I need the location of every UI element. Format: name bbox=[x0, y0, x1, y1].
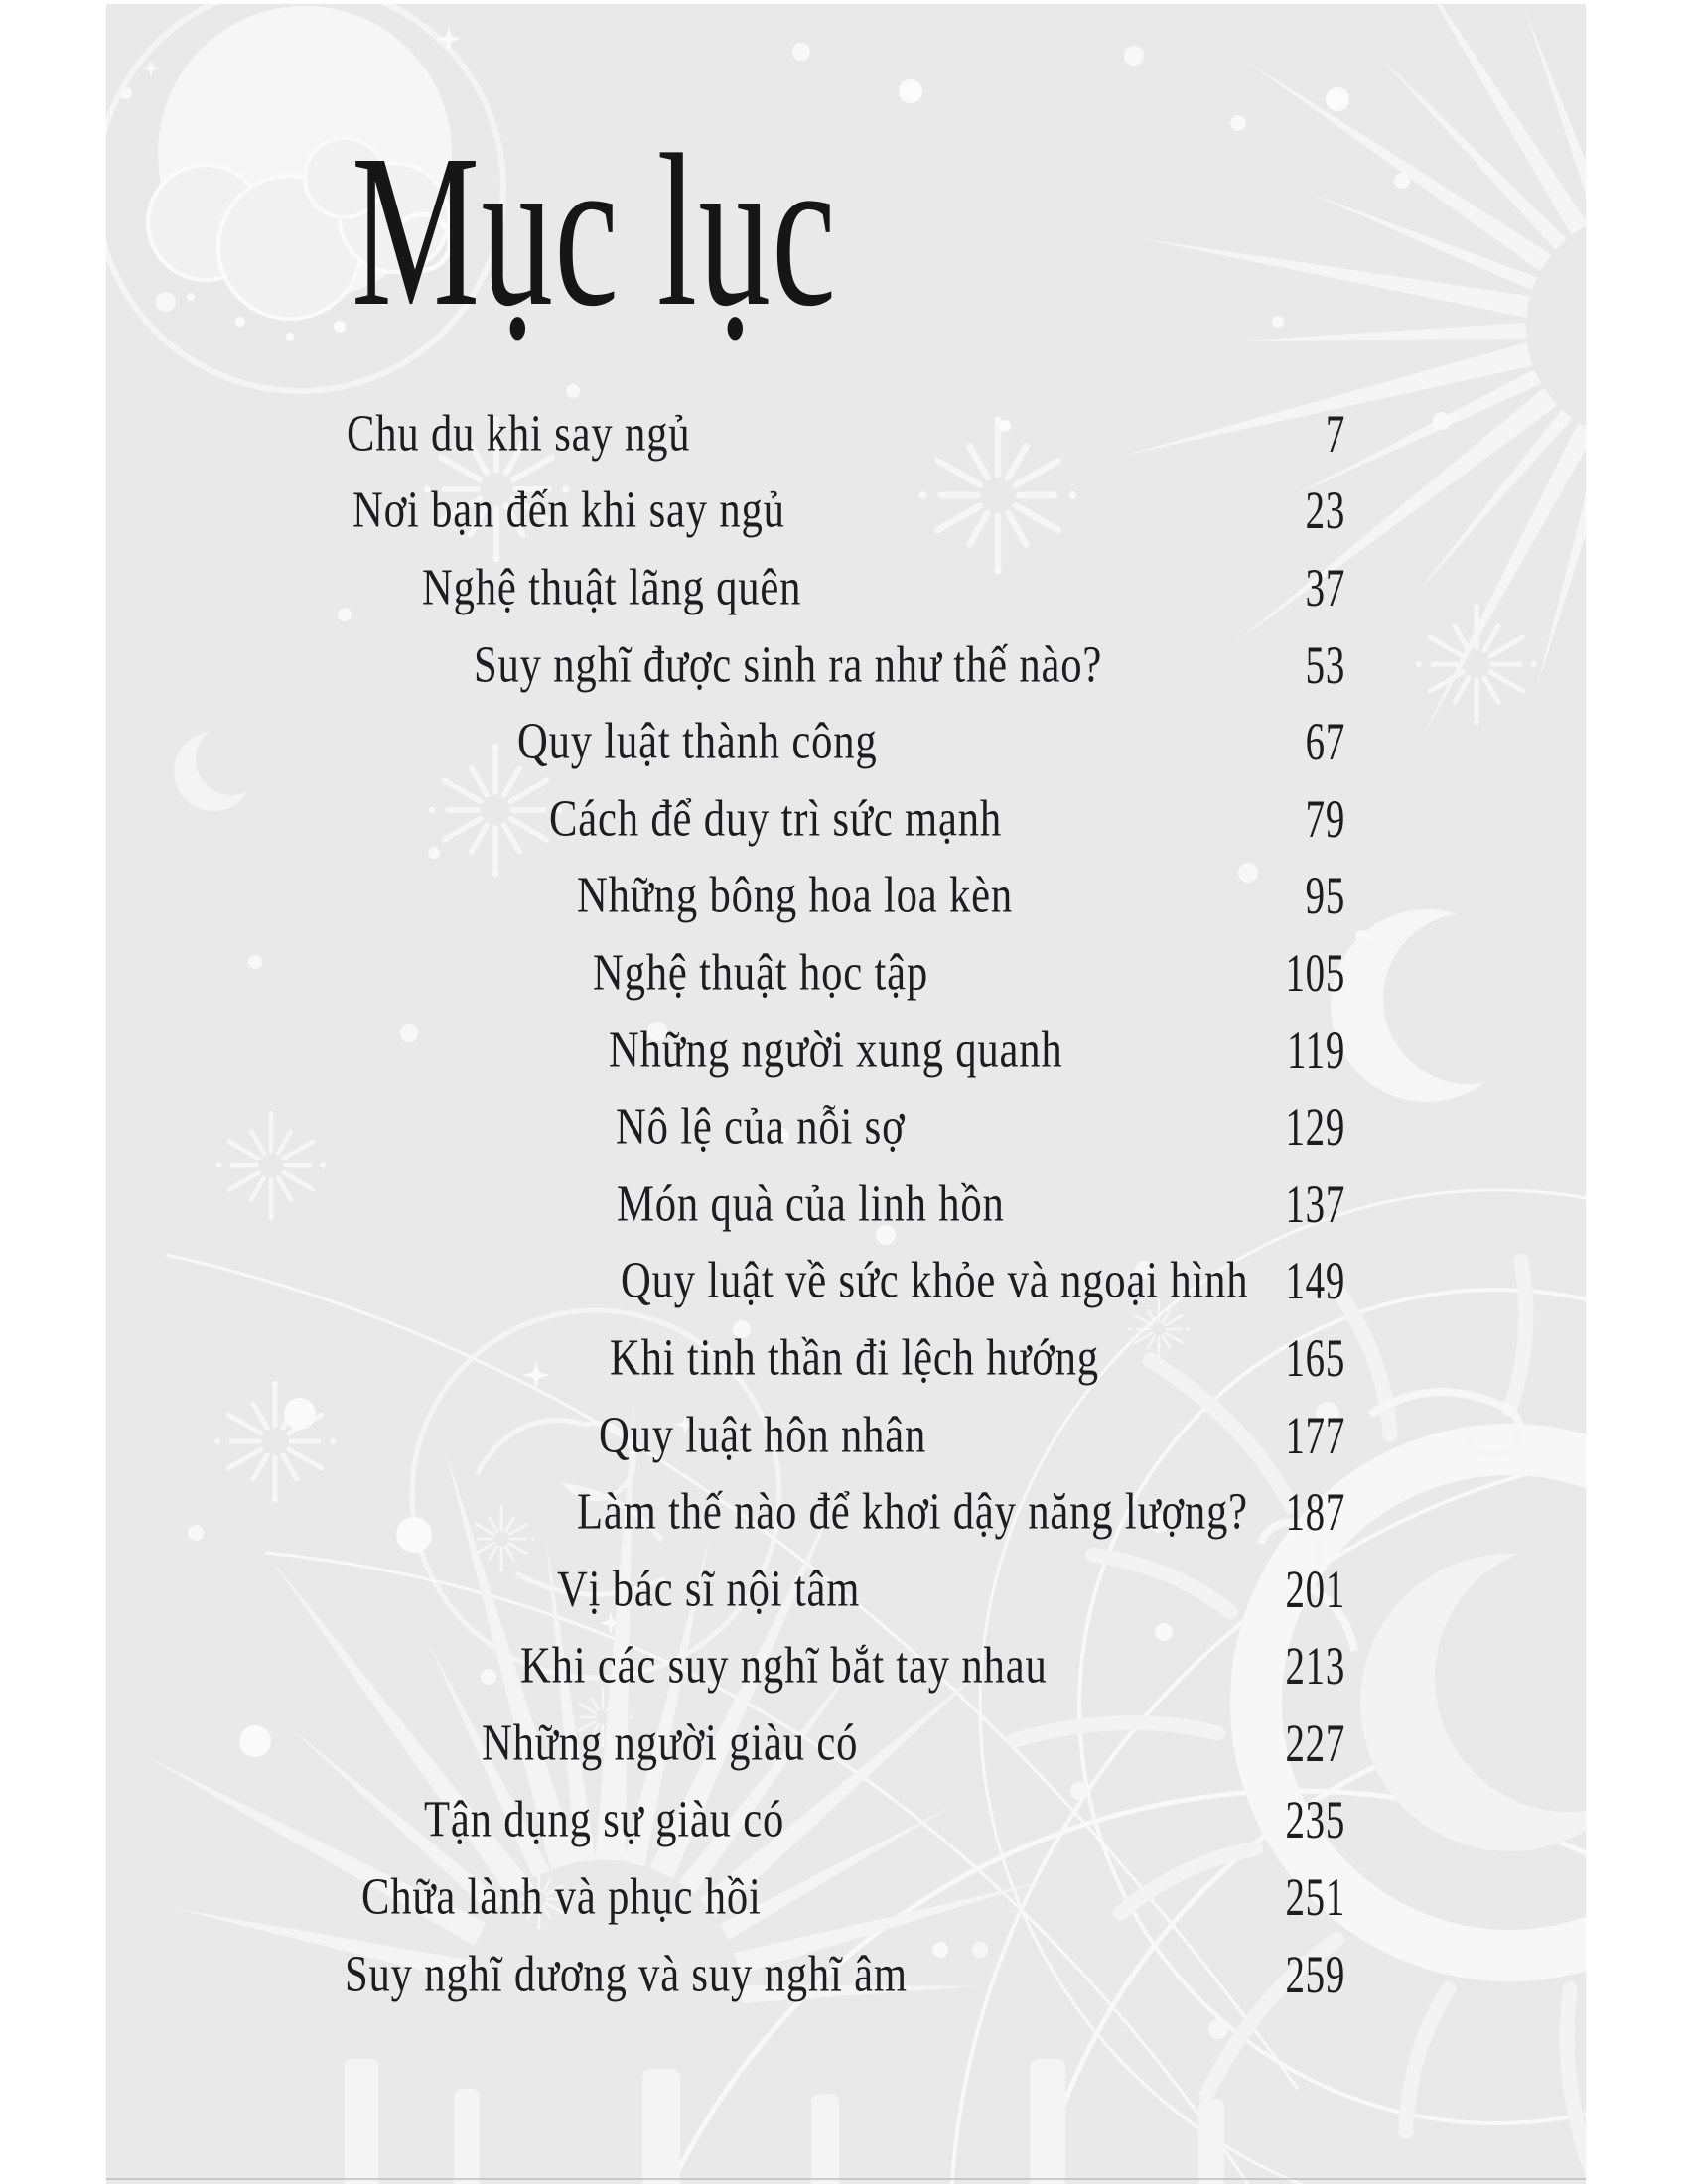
toc-entry bbox=[345, 1782, 1345, 1859]
toc-entry bbox=[345, 1088, 1345, 1165]
toc-entry-title: Nghệ thuật học tập bbox=[593, 944, 929, 1002]
toc-entry-page-number: 79 bbox=[1305, 788, 1345, 849]
toc-entry bbox=[345, 858, 1345, 935]
toc-entry bbox=[345, 626, 1345, 704]
toc-entry bbox=[345, 1936, 1345, 2013]
toc-entry bbox=[345, 1165, 1345, 1243]
toc-entry-title: Quy luật thành công bbox=[517, 713, 878, 770]
toc-entry-title: Khi tinh thần đi lệch hướng bbox=[610, 1329, 1099, 1387]
toc-entry-title: Nghệ thuật lãng quên bbox=[422, 559, 802, 616]
toc-entry-page-number: 37 bbox=[1305, 557, 1345, 617]
toc-entry bbox=[345, 1858, 1345, 1936]
toc-entry-title: Tận dụng sự giàu có bbox=[424, 1791, 785, 1848]
toc-entry bbox=[345, 1012, 1345, 1089]
toc-entry bbox=[345, 1705, 1345, 1782]
toc-entry bbox=[345, 1397, 1345, 1474]
toc-entry bbox=[345, 703, 1345, 780]
toc-entry-page-number: 119 bbox=[1286, 1020, 1345, 1080]
toc-entry bbox=[345, 934, 1345, 1012]
toc-entry-page-number: 235 bbox=[1285, 1790, 1345, 1850]
toc-entry-page-number: 251 bbox=[1285, 1867, 1345, 1928]
toc-entry-title: Nô lệ của nỗi sợ bbox=[616, 1098, 906, 1156]
crescent-moon-left-icon bbox=[174, 724, 267, 811]
toc-entry bbox=[345, 1473, 1345, 1551]
toc-entry-page-number: 67 bbox=[1305, 712, 1345, 772]
toc-entry-title: Nơi bạn đến khi say ngủ bbox=[352, 481, 785, 539]
toc-entry bbox=[345, 1628, 1345, 1706]
toc-entry-page-number: 137 bbox=[1285, 1173, 1345, 1234]
toc-entry bbox=[345, 1319, 1345, 1397]
toc-entry-page-number: 7 bbox=[1325, 403, 1345, 464]
toc-entry-title: Chữa lành và phục hồi bbox=[361, 1868, 762, 1926]
toc-entry-page-number: 165 bbox=[1285, 1327, 1345, 1388]
toc-entry-title: Khi các suy nghĩ bắt tay nhau bbox=[520, 1637, 1048, 1695]
toc-entry bbox=[345, 780, 1345, 858]
toc-entry-page-number: 23 bbox=[1305, 480, 1345, 541]
toc-entry-title: Vị bác sĩ nội tâm bbox=[557, 1561, 861, 1618]
toc-entry bbox=[345, 395, 1345, 473]
toc-entry-title: Những người giàu có bbox=[482, 1714, 859, 1772]
toc-entry-page-number: 201 bbox=[1285, 1559, 1345, 1619]
toc-entry bbox=[345, 549, 1345, 626]
toc-entry-page-number: 259 bbox=[1285, 1944, 1345, 2004]
toc-list bbox=[345, 395, 1345, 2012]
toc-entry bbox=[345, 473, 1345, 550]
toc-entry-page-number: 213 bbox=[1285, 1636, 1345, 1697]
toc-entry-page-number: 53 bbox=[1305, 634, 1345, 695]
toc-entry-title: Những người xung quanh bbox=[609, 1022, 1063, 1079]
toc-entry-page-number: 187 bbox=[1285, 1482, 1345, 1543]
toc-entry bbox=[345, 1243, 1345, 1320]
toc-entry-title: Chu du khi say ngủ bbox=[347, 405, 691, 463]
toc-entry bbox=[345, 1551, 1345, 1628]
toc-entry-title: Món quà của linh hồn bbox=[617, 1175, 1005, 1233]
toc-entry-title: Những bông hoa loa kèn bbox=[577, 867, 1014, 924]
toc-entry-title: Suy nghĩ được sinh ra như thế nào? bbox=[474, 636, 1103, 694]
toc-entry-title: Quy luật hôn nhân bbox=[599, 1407, 927, 1464]
toc-entry-page-number: 177 bbox=[1285, 1405, 1345, 1465]
toc-entry-page-number: 227 bbox=[1285, 1712, 1345, 1773]
toc-entry-title: Làm thế nào để khơi dậy năng lượng? bbox=[577, 1483, 1248, 1541]
toc-entry-page-number: 149 bbox=[1285, 1251, 1345, 1311]
book-page bbox=[106, 4, 1586, 2184]
toc-entry-title: Quy luật về sức khỏe và ngoại hình bbox=[621, 1252, 1249, 1309]
toc-entry-page-number: 129 bbox=[1285, 1097, 1345, 1158]
page-title: Mục lục bbox=[352, 109, 838, 351]
toc-entry-title: Cách để duy trì sức mạnh bbox=[549, 790, 1003, 848]
toc-entry-page-number: 105 bbox=[1285, 942, 1345, 1003]
toc-entry-page-number: 95 bbox=[1305, 866, 1345, 926]
toc-entry-title: Suy nghĩ dương và suy nghĩ âm bbox=[345, 1946, 908, 2003]
